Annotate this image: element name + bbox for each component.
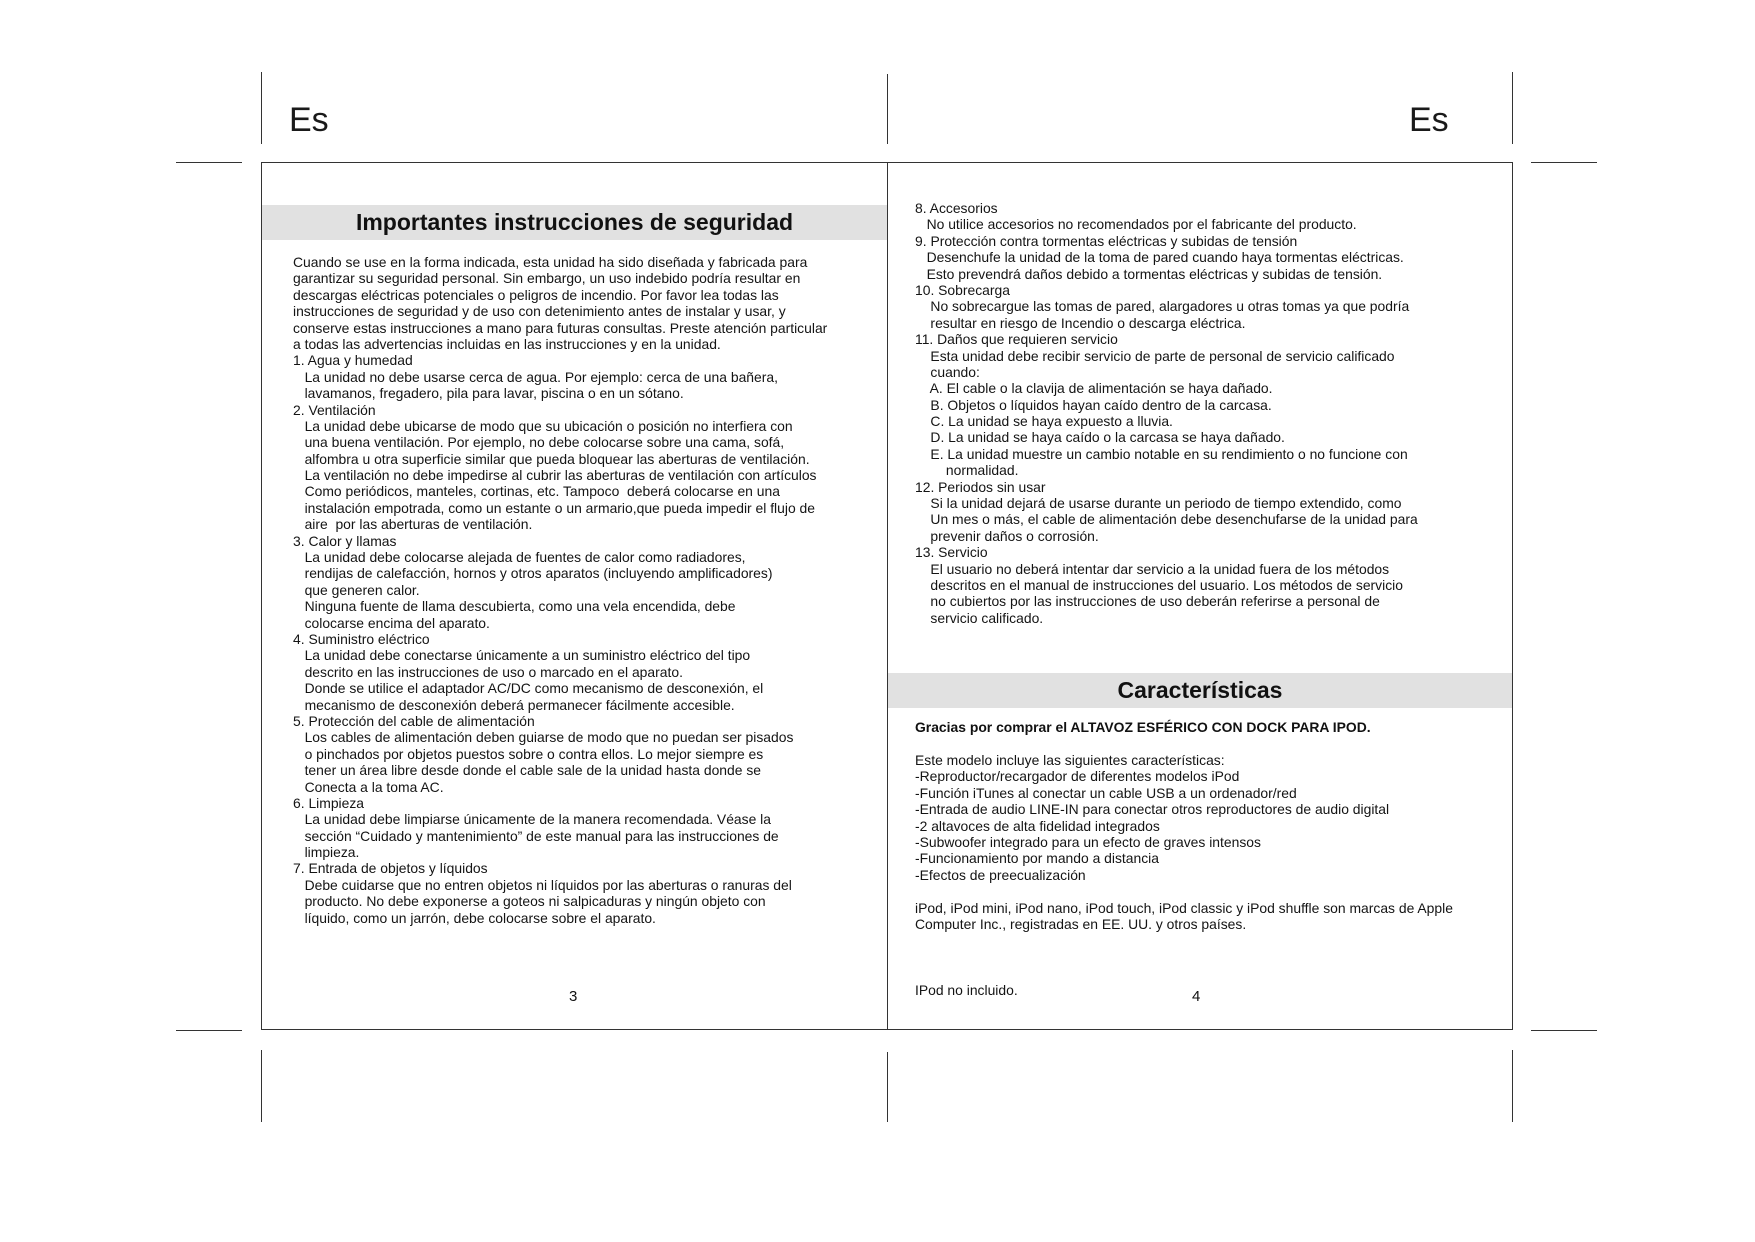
crop-mark bbox=[887, 74, 888, 144]
text-line: 7. Entrada de objetos y líquidos bbox=[293, 860, 488, 877]
text-line: El usuario no deberá intentar dar servicio a la unidad fuera de los métodos bbox=[915, 560, 1390, 577]
text-line: No utilice accesorios no recomendados por el fabricante del producto. bbox=[915, 216, 1357, 233]
text-line: descrito en las instrucciones de uso o marcado en el aparato. bbox=[293, 663, 683, 680]
text-line: La unidad debe conectarse únicamente a un suministro eléctrico del tipo bbox=[293, 647, 751, 664]
text-line: instrucciones de seguridad y de uso con detenimiento antes de instalar y usar, y bbox=[293, 303, 786, 320]
crop-mark bbox=[261, 72, 262, 144]
text-line: 13. Servicio bbox=[915, 544, 988, 561]
features-list bbox=[915, 752, 1389, 883]
feature-line: -Función iTunes al conectar un cable USB a un ordenador/red bbox=[915, 784, 1297, 801]
crop-mark bbox=[176, 162, 242, 163]
text-line: aire por las aberturas de ventilación. bbox=[293, 516, 533, 533]
text-line: 4. Suministro eléctrico bbox=[293, 630, 430, 647]
text-line: normalidad. bbox=[915, 462, 1019, 479]
text-line: 10. Sobrecarga bbox=[915, 281, 1010, 298]
text-line: que generen calor. bbox=[293, 581, 420, 598]
text-line: 11. Daños que requieren servicio bbox=[915, 331, 1118, 348]
text-line: Conecta a la toma AC. bbox=[293, 778, 444, 795]
text-line: Cuando se use en la forma indicada, esta unidad ha sido diseñada y fabricada para bbox=[293, 254, 808, 270]
features-title: Características bbox=[888, 673, 1512, 708]
text-line: Un mes o más, el cable de alimentación debe desenchufarse de la unidad para bbox=[915, 511, 1418, 528]
page-number-right: 4 bbox=[1192, 988, 1201, 1005]
text-line: Esto prevendrá daños debido a tormentas eléctricas y subidas de tensión. bbox=[915, 265, 1383, 282]
text-line: no cubiertos por las instrucciones de uso deberán referirse a personal de bbox=[915, 593, 1380, 610]
language-label-right: Es bbox=[1409, 101, 1449, 139]
feature-line: -Subwoofer integrado para un efecto de graves intensos bbox=[915, 833, 1261, 850]
text-line: sección “Cuidado y mantenimiento” de este manual para las instrucciones de bbox=[293, 827, 779, 844]
trademark-line: Computer Inc., registradas en EE. UU. y otros países. bbox=[915, 916, 1247, 933]
text-line: descargas eléctricas potenciales o peligros de incendio. Por favor lea todas las bbox=[293, 286, 779, 303]
text-line: 1. Agua y humedad bbox=[293, 352, 413, 369]
text-line: 3. Calor y llamas bbox=[293, 532, 397, 549]
text-line: Esta unidad debe recibir servicio de parte de personal de servicio calificado bbox=[915, 347, 1395, 364]
text-line: Donde se utilice el adaptador AC/DC como mecanismo de desconexión, el bbox=[293, 680, 764, 697]
crop-mark bbox=[1531, 162, 1597, 163]
page-divider bbox=[887, 162, 888, 1030]
text-line: 9. Protección contra tormentas eléctricas y subidas de tensión bbox=[915, 232, 1298, 249]
text-line: cuando: bbox=[915, 363, 980, 380]
text-line: 5. Protección del cable de alimentación bbox=[293, 712, 535, 729]
crop-mark bbox=[261, 1050, 262, 1122]
text-line: D. La unidad se haya caído o la carcasa se haya dañado. bbox=[915, 429, 1285, 446]
text-line: colocarse encima del aparato. bbox=[293, 614, 490, 631]
text-line: No sobrecargue las tomas de pared, alargadores u otras tomas ya que podría bbox=[915, 298, 1410, 315]
crop-mark bbox=[887, 1052, 888, 1122]
text-line: a todas las advertencias incluidas en las instrucciones y en la unidad. bbox=[293, 335, 721, 352]
text-line: lavamanos, fregadero, pila para lavar, piscina o en un sótano. bbox=[293, 385, 684, 402]
ipod-not-included-note bbox=[915, 949, 1018, 1015]
feature-line: Este modelo incluye las siguientes características: bbox=[915, 752, 1225, 768]
text-line: 12. Periodos sin usar bbox=[915, 478, 1046, 495]
text-line: Los cables de alimentación deben guiarse de modo que no puedan ser pisados bbox=[293, 729, 794, 746]
feature-line: -Efectos de preecualización bbox=[915, 866, 1086, 883]
text-line: Ninguna fuente de llama descubierta, como una vela encendida, debe bbox=[293, 598, 736, 615]
crop-mark bbox=[176, 1030, 242, 1031]
text-line: La unidad debe limpiarse únicamente de la manera recomendada. Véase la bbox=[293, 811, 771, 828]
text-line: resultar en riesgo de Incendio o descarga eléctrica. bbox=[915, 314, 1246, 331]
text-line: conserve estas instrucciones a mano para futuras consultas. Preste atención particular bbox=[293, 319, 828, 336]
trademark-line: iPod, iPod mini, iPod nano, iPod touch, iPod classic y iPod shuffle son marcas de Apple bbox=[915, 900, 1453, 916]
feature-line: -2 altavoces de alta fidelidad integrados bbox=[915, 817, 1160, 834]
safety-instructions-title: Importantes instrucciones de seguridad bbox=[262, 205, 887, 240]
text-line: rendijas de calefacción, hornos y otros aparatos (incluyendo amplificadores) bbox=[293, 565, 773, 582]
feature-line: -Reproductor/recargador de diferentes modelos iPod bbox=[915, 768, 1240, 785]
note-line: IPod no incluido. bbox=[915, 981, 1018, 998]
text-line: servicio calificado. bbox=[915, 609, 1044, 626]
text-line: una buena ventilación. Por ejemplo, no debe colocarse sobre una cama, sofá, bbox=[293, 434, 785, 451]
text-line: Como periódicos, manteles, cortinas, etc. Tampoco deberá colocarse en una bbox=[293, 483, 780, 500]
text-line: E. La unidad muestre un cambio notable en su rendimiento o no funcione con bbox=[915, 445, 1408, 462]
text-line: La ventilación no debe impedirse al cubrir las aberturas de ventilación con artículos bbox=[293, 467, 817, 484]
text-line: La unidad no debe usarse cerca de agua. Por ejemplo: cerca de una bañera, bbox=[293, 368, 778, 385]
language-label-left: Es bbox=[289, 101, 329, 139]
text-line: Desenchufe la unidad de la toma de pared cuando haya tormentas eléctricas. bbox=[915, 249, 1404, 266]
text-line: Debe cuidarse que no entren objetos ni líquidos por las aberturas o ranuras del bbox=[293, 876, 792, 893]
text-line: Si la unidad dejará de usarse durante un periodo de tiempo extendido, como bbox=[915, 495, 1402, 512]
text-line: mecanismo de desconexión deberá permanecer fácilmente accesible. bbox=[293, 696, 735, 713]
text-line: producto. No debe exponerse a goteos ni salpicaduras y ningún objeto con bbox=[293, 893, 766, 910]
text-line: 6. Limpieza bbox=[293, 794, 365, 811]
safety-instructions-body bbox=[293, 254, 827, 926]
text-line: A. El cable o la clavija de alimentación se haya dañado. bbox=[915, 380, 1273, 397]
text-line: 2. Ventilación bbox=[293, 401, 376, 418]
crop-mark bbox=[1512, 72, 1513, 144]
text-line: prevenir daños o corrosión. bbox=[915, 527, 1099, 544]
text-line: 8. Accesorios bbox=[915, 200, 998, 216]
text-line: C. La unidad se haya expuesto a lluvia. bbox=[915, 413, 1173, 430]
text-line: o pinchados por objetos puestos sobre o contra ellos. Lo mejor siempre es bbox=[293, 745, 764, 762]
safety-instructions-continued bbox=[915, 200, 1418, 626]
trademark-notice bbox=[915, 900, 1453, 933]
text-line: limpieza. bbox=[293, 844, 360, 861]
thanks-text: Gracias por comprar el ALTAVOZ ESFÉRICO CON DOCK PARA IPOD. bbox=[915, 719, 1371, 735]
text-line: La unidad debe colocarse alejada de fuentes de calor como radiadores, bbox=[293, 549, 746, 566]
crop-mark bbox=[1531, 1030, 1597, 1031]
text-line: descritos en el manual de instrucciones del usuario. Los métodos de servicio bbox=[915, 576, 1403, 593]
text-line: tener un área libre desde donde el cable sale de la unidad hasta donde se bbox=[293, 762, 761, 779]
feature-line: -Entrada de audio LINE-IN para conectar otros reproductores de audio digital bbox=[915, 801, 1390, 818]
text-line: alfombra u otra superficie similar que pueda bloquear las aberturas de ventilación. bbox=[293, 450, 810, 467]
feature-line: -Funcionamiento por mando a distancia bbox=[915, 850, 1159, 867]
text-line: líquido, como un jarrón, debe colocarse sobre el aparato. bbox=[293, 909, 656, 926]
page-number-left: 3 bbox=[569, 988, 578, 1005]
text-line: instalación empotrada, como un estante o un armario,que pueda impedir el flujo de bbox=[293, 499, 815, 516]
crop-mark bbox=[1512, 1050, 1513, 1122]
text-line: garantizar su seguridad personal. Sin embargo, un uso indebido podría resultar en bbox=[293, 270, 801, 287]
text-line: B. Objetos o líquidos hayan caído dentro de la carcasa. bbox=[915, 396, 1272, 413]
text-line: La unidad debe ubicarse de modo que su ubicación o posición no interfiera con bbox=[293, 417, 793, 434]
